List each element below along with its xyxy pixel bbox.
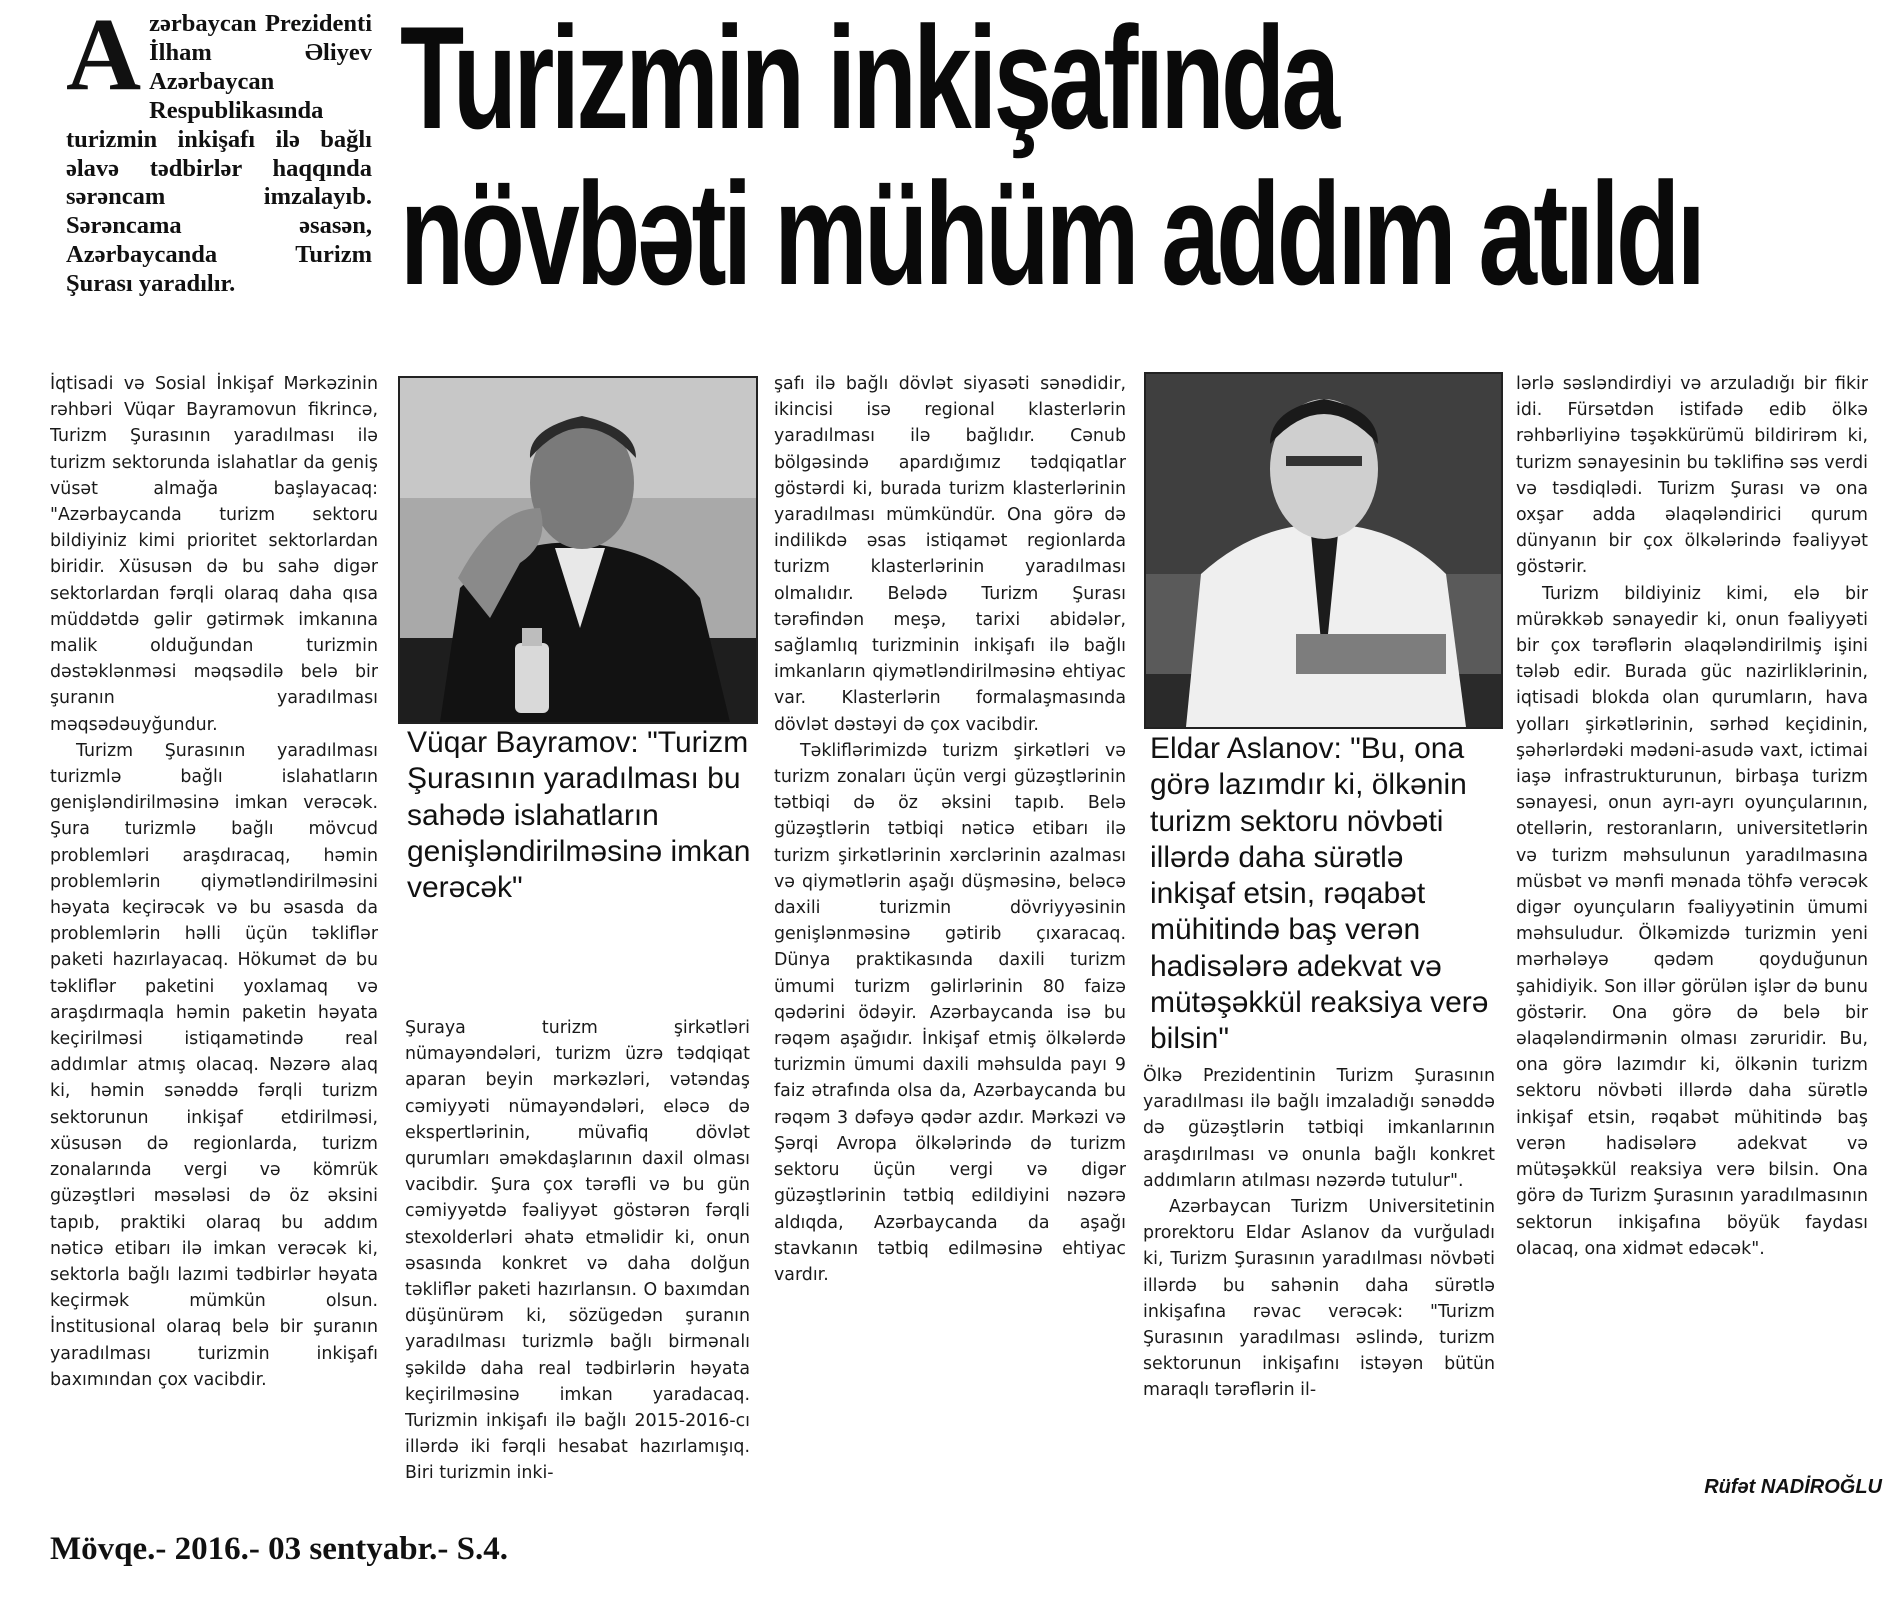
- portrait-illustration: [1146, 374, 1501, 727]
- article-column-5: [1516, 371, 1868, 1464]
- column-1-paragraph: Turizm Şurasının yaradılması turizmlə bağlı islahatların genişləndirilməsinə imkan verəcək. Şura turizmlə bağlı mövcud problemləri araşdıracaq, həmin problemlərin qiymətləndirilməsini həyata keçirəcək və bu əsasda da problemlərin həlli üçün təkliflər paketi hazırlayacaq. Hökumət də bu təkliflər paketini yoxlamaq və araşdırmaqla həmin paketin həyata keçirilməsi istiqamətində real addımlar atmış olacaq. Nəzərə alaq ki, həmin sənəddə fərqli turizm sektorunun inkişaf etdirilməsi, xüsusən də regionlarda, turizm zonalarında vergi və kömrük güzəştləri məsələsi də öz əksini tapıb, praktiki olaraq bu addım nəticə etibarı ilə imkan verəcək ki, sektorla bağlı lazımi tədbirlər həyata keçirmək mümkün olsun. İnstitusional olaraq belə bir şuranın yaradılması turizmin inkişafı baxımından çox vacibdir.: [50, 740, 378, 1390]
- article-column-1: [50, 371, 378, 1501]
- source-citation: Mövqe.- 2016.- 03 sentyabr.- S.4.: [50, 1531, 509, 1567]
- article-column-3: [774, 371, 1126, 1501]
- column-1-paragraph: İqtisadi və Sosial İnkişaf Mərkəzinin rəhbəri Vüqar Bayramovun fikrincə, Turizm Şurasının yaradılması ilə turizm sektorunda islahatlar da geniş vüsət almağa başlayacaq: "Azərbaycanda turizm sektoru bildiyiniz kimi prioritet sektorlardan biridir. Xüsusən də bu sahə digər sektorlardan fərqli olaraq daha qısa müddətdə gəlir gətirmək imkanına malik olduğundan turizmin dəstəklənməsi məqsədilə belə bir şuranın yaradılması məqsədəuyğundur.: [50, 374, 378, 735]
- column-3-paragraph: Təkliflərimizdə turizm şirkətləri və turizm zonaları üçün vergi güzəştlərinin tətbiqi də öz əksini tapıb. Belə güzəştlərin tətbiqi nəticə etibarı ilə turizm şirkətlərinin xərclərinin azalması və qiymətlərin aşağı düşməsinə, beləcə daxili turizmin dövriyyəsinin genişlənməsinə gətirib çıxaracaq. Dünya praktikasında daxili turizm ümumi turizm gəlirlərinin 80 faizə qədərini ödəyir. Azərbaycanda isə bu rəqəm aşağıdır. İnkişaf etmiş ölkələrdə turizmin ümumi daxili məhsulda payı 9 faiz ətrafında olsa da, Azərbaycanda bu rəqəm 3 dəfəyə qədər azdır. Mərkəzi və Şərqi Avropa ölkələrində də turizm sektoru üçün vergi və digər güzəştlərinin tətbiq edildiyini nəzərə aldıqda, Azərbaycanda da aşağı stavkanın tətbiq edilməsinə ehtiyac vardır.: [774, 740, 1126, 1285]
- drop-cap: A: [66, 10, 142, 112]
- column-4-paragraph: Ölkə Prezidentinin Turizm Şurasının yaradılması ilə bağlı imzaladığı sənəddə də güzəştlərin tətbiqi imkanlarının araşdırılması və onunla bağlı konkret addımların atılması nəzərdə tutulur".: [1143, 1066, 1495, 1191]
- portrait-illustration: [400, 378, 756, 722]
- headline: [400, 0, 1703, 315]
- pull-quote-vuqar-bayramov: Vüqar Bayramov: "Turizm Şurasının yaradılması bu sahədə islahatların genişləndirilməsinə imkan verəcək": [407, 726, 751, 905]
- article-column-4: [1143, 1063, 1495, 1500]
- photo-vuqar-bayramov: [398, 376, 758, 724]
- lead-paragraph: [66, 10, 372, 365]
- article-column-2: [405, 1015, 750, 1500]
- pull-quote-eldar-aslanov: Eldar Aslanov: "Bu, ona görə lazımdır ki, ölkənin turizm sektoru növbəti illərdə daha sürətlə inkişaf etsin, rəqabət mühitində baş verən hadisələrə adekvat və mütəşəkkül reaksiya verə bilsin": [1150, 732, 1489, 1056]
- column-5-paragraph: Turizm bildiyiniz kimi, elə bir mürəkkəb sənayedir ki, onun fəaliyyəti bir çox tərəflərin əlaqələndirilmiş işini tələb edir. Burada güc nazirliklərinin, iqtisadi blokda olan qurumların, hava yolları şirkətlərinin, sərhəd keçidinin, şəhərlərdəki mədəni-asudə vaxt, ictimai iaşə infrastrukturunun, birbaşa turizm sənayesi, onun ayrı-ayrı oyunçularının, otellərin, restoranların, universitetlərin və turizm məhsulunun yaradılmasına müsbət və mənfi mənada töhfə verəcək digər oyunçuların fəaliyyətinin ümumi məhsuludur. Ölkəmizdə turizmin yeni mərhələyə qədəm qoyduğunun şahidiyik. Son illər görülən işlər də bunu göstərir. Ona görə də belə bir əlaqələndirmənin olması zəruridir. Bu, ona görə lazımdır ki, ölkənin turizm sektoru növbəti illərdə daha sürətlə inkişaf etsin, rəqabət mühitində baş verən hadisələrə adekvat və mütəşəkkül reaksiya verə bilsin. Ona görə də Turizm Şurasının yaradılmasının sektorun inkişafına böyük faydası olacaq, ona xidmət edəcək".: [1516, 583, 1868, 1259]
- author-signature: Rüfət NADİROĞLU: [1704, 1476, 1882, 1498]
- column-5-paragraph: lərlə səsləndirdiyi və arzuladığı bir fikir idi. Fürsətdən istifadə edib ölkə rəhbərliyinə təşəkkürümü bildirirəm ki, turizm sənayesinin bu təklifinə səs verdi və təsdiqlədi. Turizm Şurası və ona oxşar adda əlaqələndirici qurum dünyanın bir çox ölkələrində fəaliyyət göstərir.: [1516, 374, 1868, 578]
- column-2-paragraph: Şuraya turizm şirkətləri nümayəndələri, turizm üzrə tədqiqat aparan beyin mərkəzləri, vətəndaş cəmiyyəti nümayəndələri, eləcə də ekspertlərinin, müvafiq dövlət qurumları əməkdaşlarının daxil olması vacibdir. Şura çox tərəfli və bu gün cəmiyyətdə fəaliyyət göstərən fərqli stexolderləri əhatə etməlidir ki, onun əsasında konkret və daha dolğun təkliflər paketi hazırlansın. O baxımdan düşünürəm ki, sözügedən şuranın yaradılması turizmlə bağlı birmənalı şəkildə daha real tədbirlərin həyata keçirilməsinə imkan yaradacaq. Turizmin inkişafı ilə bağlı 2015-2016-cı illərdə iki fərqli hesabat hazırlamışıq. Biri turizmin inki-: [405, 1018, 750, 1484]
- column-3-paragraph: şafı ilə bağlı dövlət siyasəti sənədidir, ikincisi isə regional klasterlərin yaradılması ilə bağlıdır. Cənub bölgəsində apardığımız tədqiqatlar göstərdi ki, burada turizm klasterlərinin yaradılması mümkündür. Ona görə də indilikdə əsas istiqamət regionlarda turizm klasterlərinin yaradılması olmalıdır. Belədə Turizm Şurası tərəfindən meşə, tarixi abidələr, sağlamlıq turizminin inkişafı ilə bağlı imkanların qiymətləndirilməsinə ehtiyac var. Klasterlərin formalaşmasında dövlət dəstəyi də çox vacibdir.: [774, 374, 1126, 735]
- lead-text: zərbaycan Prezidenti İlham Əliyev Azərbaycan Respublikasında turizmin inkişafı ilə bağlı əlavə tədbirlər haqqında sərəncam imzalayıb. Sərəncama əsasən, Azərbaycanda Turizm Şurası yaradılır.: [66, 10, 372, 298]
- photo-eldar-aslanov: [1144, 372, 1503, 729]
- headline-line-2: növbəti mühüm addım atıldı: [400, 152, 1703, 315]
- column-4-paragraph: Azərbaycan Turizm Universitetinin prorektoru Eldar Aslanov da vurğuladı ki, Turizm Şurasının yaradılması növbəti illərdə bu sahənin daha sürətlə inkişafına rəvac verəcək: "Turizm Şurasının yaradılması əslində, turizm sektorunun inkişafını istəyən bütün maraqlı tərəflərin il-: [1143, 1197, 1495, 1401]
- headline-line-1: Turizmin inkişafında: [400, 0, 1337, 159]
